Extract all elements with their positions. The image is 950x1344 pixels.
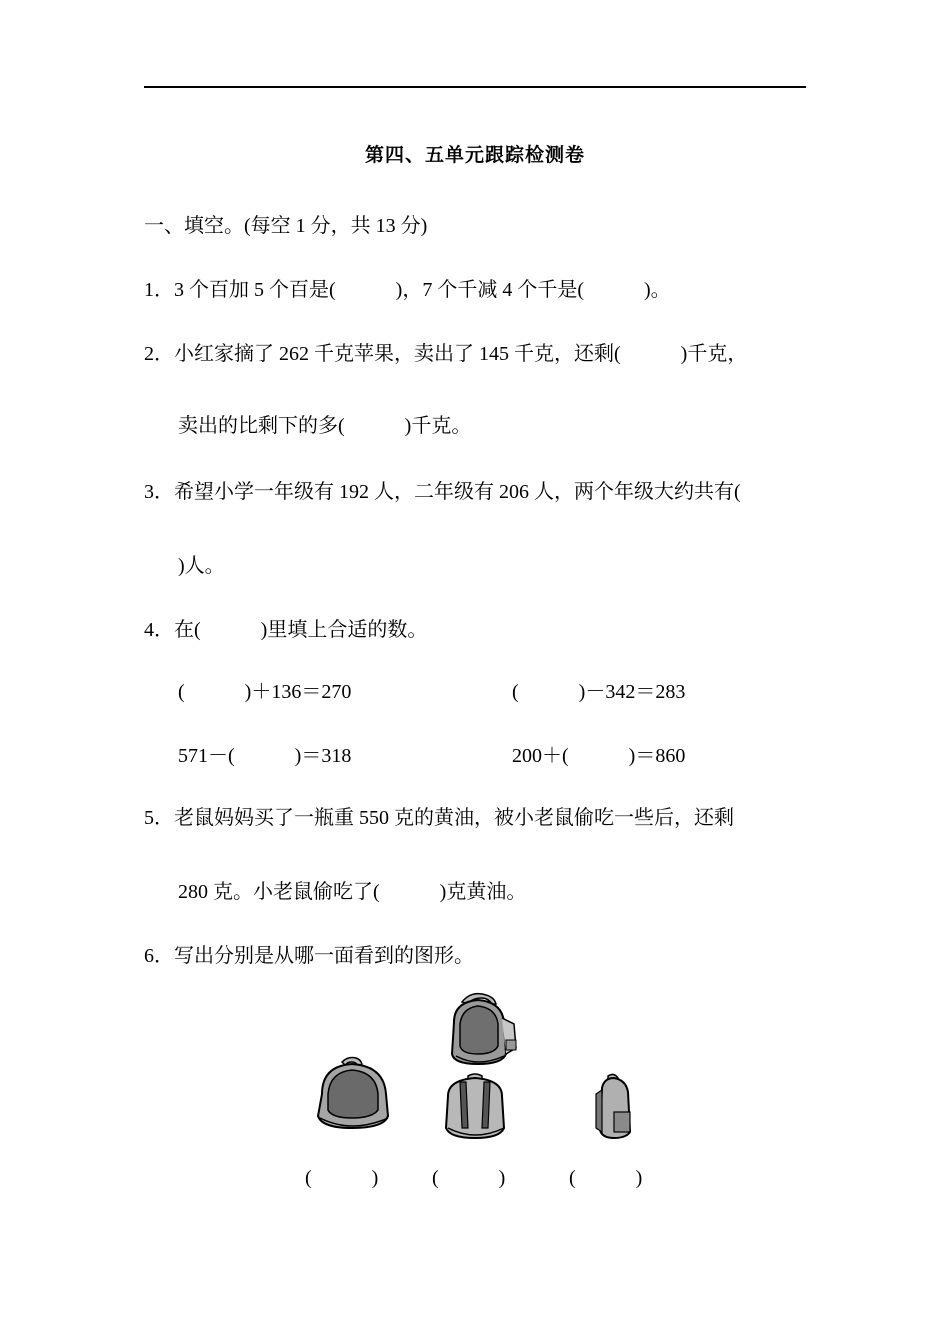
backpack-front-view-image: [312, 1054, 394, 1134]
answer-blank-2[interactable]: ( ): [432, 1167, 506, 1189]
question-4-eq-1: ( )＋136＝270: [178, 681, 352, 703]
question-4-eq-3: 571－( )＝318: [178, 745, 352, 767]
section-heading: 一、填空。(每空 1 分，共 13 分): [144, 215, 428, 237]
backpack-perspective-image: [440, 992, 520, 1068]
question-1: 1．3 个百加 5 个百是( )，7 个千减 4 个千是( )。: [144, 279, 671, 301]
question-5-line-2: 280 克。小老鼠偷吃了( )克黄油。: [178, 881, 527, 903]
header-rule: [144, 86, 806, 88]
backpack-side-view-image: [592, 1072, 636, 1142]
question-3-line-1: 3．希望小学一年级有 192 人，二年级有 206 人，两个年级大约共有(: [144, 481, 741, 503]
question-4-eq-2: ( )－342＝283: [512, 681, 686, 703]
answer-blank-1[interactable]: ( ): [305, 1167, 379, 1189]
question-2-line-1: 2．小红家摘了 262 千克苹果，卖出了 145 千克，还剩( )千克，: [144, 343, 748, 365]
question-6-prompt: 6．写出分别是从哪一面看到的图形。: [144, 945, 474, 967]
question-3-line-2: )人。: [178, 555, 225, 577]
question-2-line-2: 卖出的比剩下的多( )千克。: [178, 415, 472, 437]
question-4-eq-4: 200＋( )＝860: [512, 745, 686, 767]
answer-blank-3[interactable]: ( ): [569, 1167, 643, 1189]
question-4-prompt: 4．在( )里填上合适的数。: [144, 619, 428, 641]
page-title: 第四、五单元跟踪检测卷: [364, 144, 585, 166]
question-5-line-1: 5．老鼠妈妈买了一瓶重 550 克的黄油，被小老鼠偷吃一些后，还剩: [144, 807, 734, 829]
backpack-back-view-image: [440, 1072, 510, 1142]
